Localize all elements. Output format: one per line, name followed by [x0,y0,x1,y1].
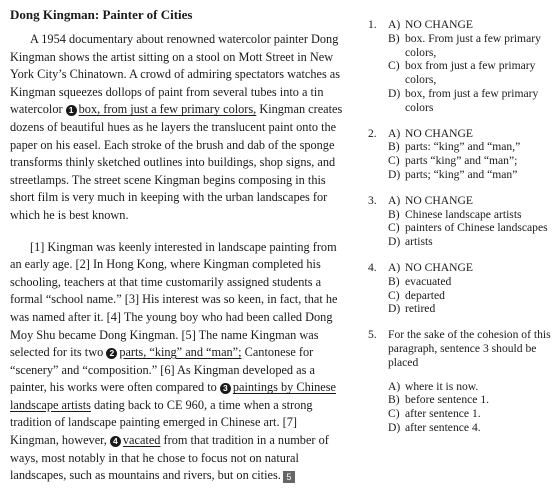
question-stem: For the sake of the cohesion of this paragraph, sentence 3 should be placed [388,328,551,369]
question-marker-1[interactable]: 1 [66,105,77,116]
answer-option-d[interactable] [388,87,554,115]
option-letter: A) [388,126,401,140]
paragraph-1 [10,31,348,225]
option-text: where it is now. [405,379,479,393]
answer-option-b[interactable] [388,275,554,289]
questions-column [368,18,554,447]
option-text: after sentence 4. [405,420,481,434]
underlined-phrase-2[interactable]: parts, “king” and “man”; [119,345,242,360]
underlined-phrase-3[interactable]: paintings by Chinese landscape artists [10,380,337,412]
underlined-phrase-1[interactable]: box, from just a few primary colors, [78,102,257,117]
question-3 [368,194,554,249]
question-options [388,328,554,435]
question-options [388,18,554,115]
option-letter: A) [388,18,401,31]
question-options [388,194,554,249]
option-text: departed [405,288,445,302]
option-text: retired [405,302,436,316]
answer-option-a[interactable] [388,127,554,141]
question-options [388,127,554,182]
option-letter: A) [388,260,401,274]
question-number: 2. [368,126,377,140]
question-number: 4. [368,260,377,274]
question-4 [368,261,554,316]
option-letter: B) [388,393,400,407]
answer-option-c[interactable] [388,221,554,235]
answer-option-c[interactable] [388,289,554,303]
option-text: NO CHANGE [405,260,473,274]
question-marker-3[interactable]: 3 [220,383,231,394]
option-letter: C) [388,154,400,168]
answer-option-c[interactable] [388,154,554,168]
option-text: NO CHANGE [405,193,473,207]
question-marker-4[interactable]: 4 [110,436,121,447]
answer-option-a[interactable] [388,261,554,275]
option-letter: A) [388,193,401,207]
question-options [388,261,554,316]
option-letter: C) [388,59,400,73]
answer-option-b[interactable] [388,208,554,222]
answer-option-b[interactable] [388,140,554,154]
option-letter: B) [388,140,400,154]
option-text: painters of Chinese landscapes [405,221,548,235]
option-letter: C) [388,221,400,235]
option-text: Chinese landscape artists [405,207,522,221]
option-letter: A) [388,379,401,393]
answer-option-d[interactable] [388,168,554,182]
answer-option-a[interactable] [388,194,554,208]
question-marker-2[interactable]: 2 [106,348,117,359]
option-text: parts “king” and “man”; [405,154,518,168]
option-text: box. From just a few primary colors, [405,31,541,59]
answer-option-a[interactable] [388,18,554,32]
question-1 [368,18,554,115]
underlined-phrase-4[interactable]: vacated [122,433,161,448]
option-text: before sentence 1. [405,393,490,407]
answer-option-c[interactable] [388,59,554,87]
option-text: box from just a few primary colors, [405,59,536,87]
question-number: 1. [368,18,377,31]
passage [10,6,348,499]
option-letter: D) [388,167,401,181]
option-text: artists [405,235,433,249]
option-letter: D) [388,235,401,249]
paragraph-2-text-b: Cantonese for “scenery” and “composition.” [6] As Kingman developed as a painter, his works were often compared to [10,345,315,395]
option-letter: B) [388,31,400,45]
paragraph-2-text-d: from that tradition in a number of ways, most notably in that he chose to focus not on natural landscapes, such as mountains and rivers, but on cities. [10,433,329,483]
option-text: after sentence 1. [405,407,481,421]
option-text: NO CHANGE [405,18,473,31]
answer-option-d[interactable] [388,302,554,316]
question-marker-5-box[interactable]: 5 [283,471,295,483]
question-number: 3. [368,193,377,207]
question-number: 5. [368,328,377,342]
paragraph-1-text-b: Kingman creates dozens of beautiful hues as he layers the translucent paint onto the paper on his easel. Each stroke of the brush and dab of the sponge transforms thinly sketched outlines into buildings, shop signs, and streetlamps. The street scene Kingman begins composing in this short film is very much in keeping with the urban landscapes for which he is best known. [10,102,343,222]
answer-option-b[interactable] [388,32,554,60]
option-letter: C) [388,407,400,421]
option-letter: B) [388,207,400,221]
option-text: parts: “king” and “man,” [405,140,521,154]
option-text: parts; “king” and “man” [405,167,518,181]
option-letter: B) [388,274,400,288]
option-text: evacuated [405,274,452,288]
answer-option-d[interactable] [388,421,554,435]
question-2 [368,127,554,182]
option-letter: C) [388,288,400,302]
paragraph-1-text-a: A 1954 documentary about renowned watercolor painter Dong Kingman shows the artist sitting on a stool on Mott Street in New York City’s Chinatown. A crowd of admiring spectators watches as Kingman squeezes dollops of paint from several tubes into a tin watercolor [10,32,341,117]
option-letter: D) [388,86,401,100]
paragraph-2-text-c: dating back to CE 960, a time when a strong tradition of landscape painting emerged in Chinese art. [7] Kingman, however, [10,397,313,448]
answer-option-c[interactable] [388,407,554,421]
option-text: NO CHANGE [405,126,473,140]
passage-title: Dong Kingman: Painter of Cities [10,7,193,22]
answer-option-b[interactable] [388,393,554,407]
option-text: box, from just a few primary colors [405,86,539,114]
paragraph-2 [10,239,348,485]
paragraph-2-text-a: [1] Kingman was keenly interested in landscape painting from an early age. [2] In Hong Kong, where Kingman completed his schooling, teachers at that time customarily assigned students a formal “school name.” [3] His interest was so keen, in fact, that he was named after it. [4] The young boy who had been called Dong Moy Shu became Dong Kingman. [5] The name Kingman was selected for its two [10,239,338,360]
option-letter: D) [388,420,401,434]
question-5 [368,328,554,435]
option-letter: D) [388,302,401,316]
answer-option-a[interactable] [388,380,554,394]
answer-option-d[interactable] [388,235,554,249]
